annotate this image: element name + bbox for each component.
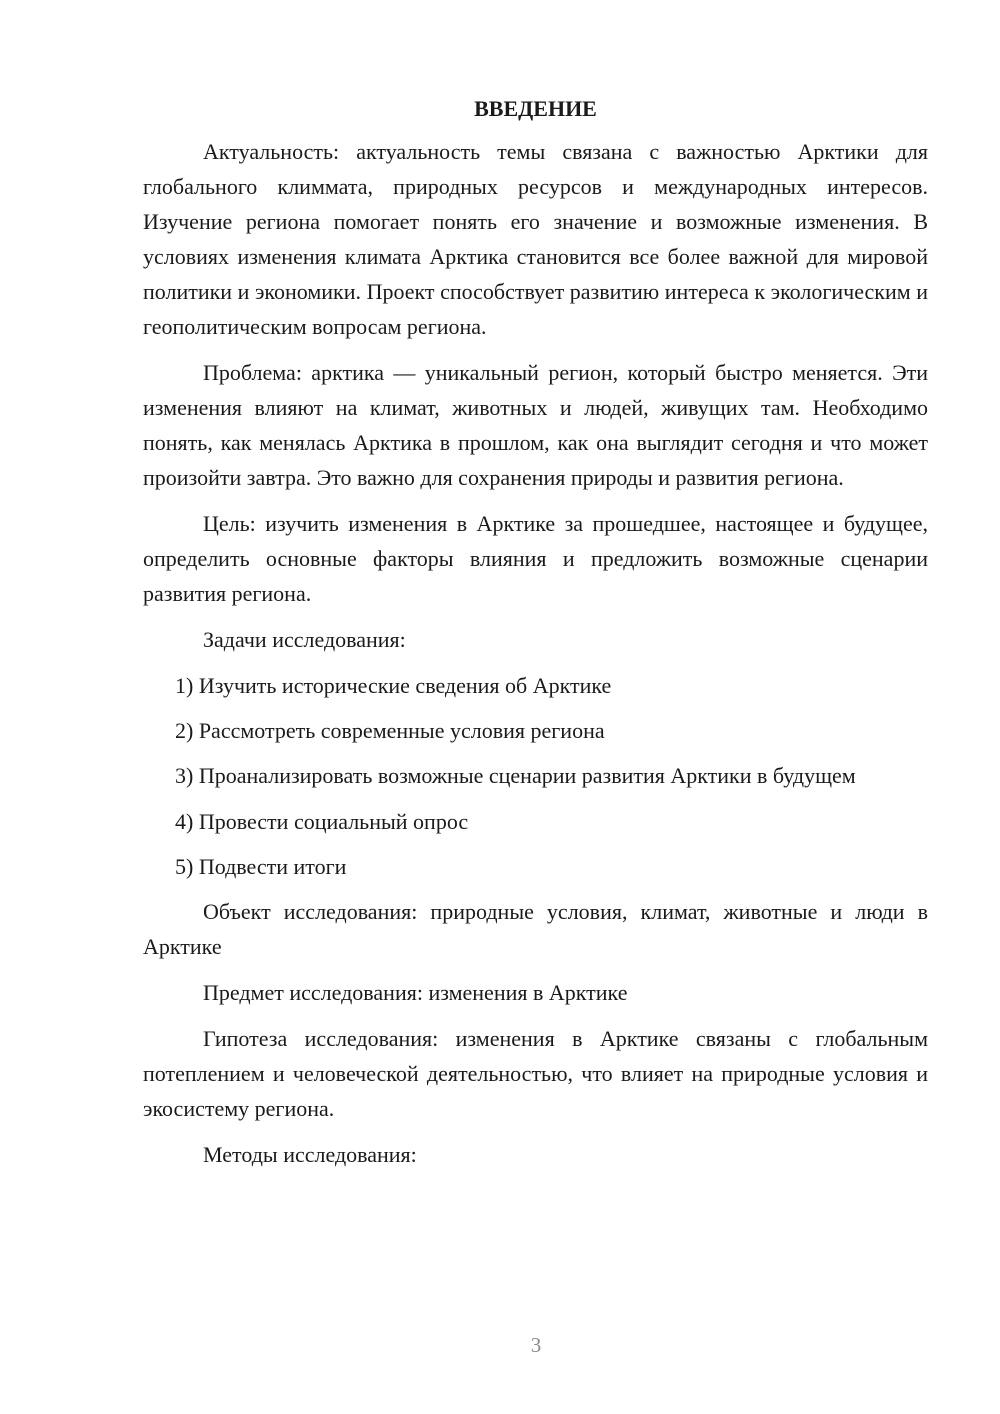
- tasks-list: [143, 668, 928, 884]
- task-item: 2) Рассмотреть современные условия региона: [175, 718, 605, 743]
- hypothesis-paragraph: Гипотеза исследования: изменения в Арктике связаны с глобальным потеплением и человеческой деятельностью, что влияет на природные условия и экосистему региона.: [143, 1026, 928, 1121]
- goal-paragraph: Цель: изучить изменения в Арктике за прошедшее, настоящее и будущее, определить основные факторы влияния и предложить возможные сценарии развития региона.: [143, 511, 928, 606]
- section-title: ВВЕДЕНИЕ: [474, 96, 597, 121]
- relevance-paragraph: Актуальность: актуальность темы связана с важностью Арктики для глобального климмата, природных ресурсов и международных интересов. Изучение региона помогает понять его значение и возможные изменения. В условиях изменения климата Арктика становится все более важной для мировой политики и экономики. Проект способствует развитию интереса к экологическим и геополитическим вопросам региона.: [143, 139, 928, 339]
- task-item: 1) Изучить исторические сведения об Арктике: [175, 673, 612, 698]
- object-paragraph: Объект исследования: природные условия, климат, животные и люди в Арктике: [143, 899, 928, 959]
- task-item: 3) Проанализировать возможные сценарии развития Арктики в будущем: [175, 763, 856, 788]
- problem-paragraph: Проблема: арктика — уникальный регион, который быстро меняется. Эти изменения влияют на климат, животных и людей, живущих там. Необходимо понять, как менялась Арктика в прошлом, как она выглядит сегодня и что может произойти завтра. Это важно для сохранения природы и развития региона.: [143, 360, 928, 490]
- page-number: 3: [530, 1333, 542, 1357]
- page-content: [143, 94, 928, 1183]
- subject-paragraph: Предмет исследования: изменения в Арктике: [203, 980, 628, 1005]
- methods-heading: Методы исследования:: [203, 1142, 417, 1167]
- task-item: 5) Подвести итоги: [175, 854, 347, 879]
- tasks-heading: Задачи исследования:: [203, 627, 406, 652]
- task-item: 4) Провести социальный опрос: [175, 809, 469, 834]
